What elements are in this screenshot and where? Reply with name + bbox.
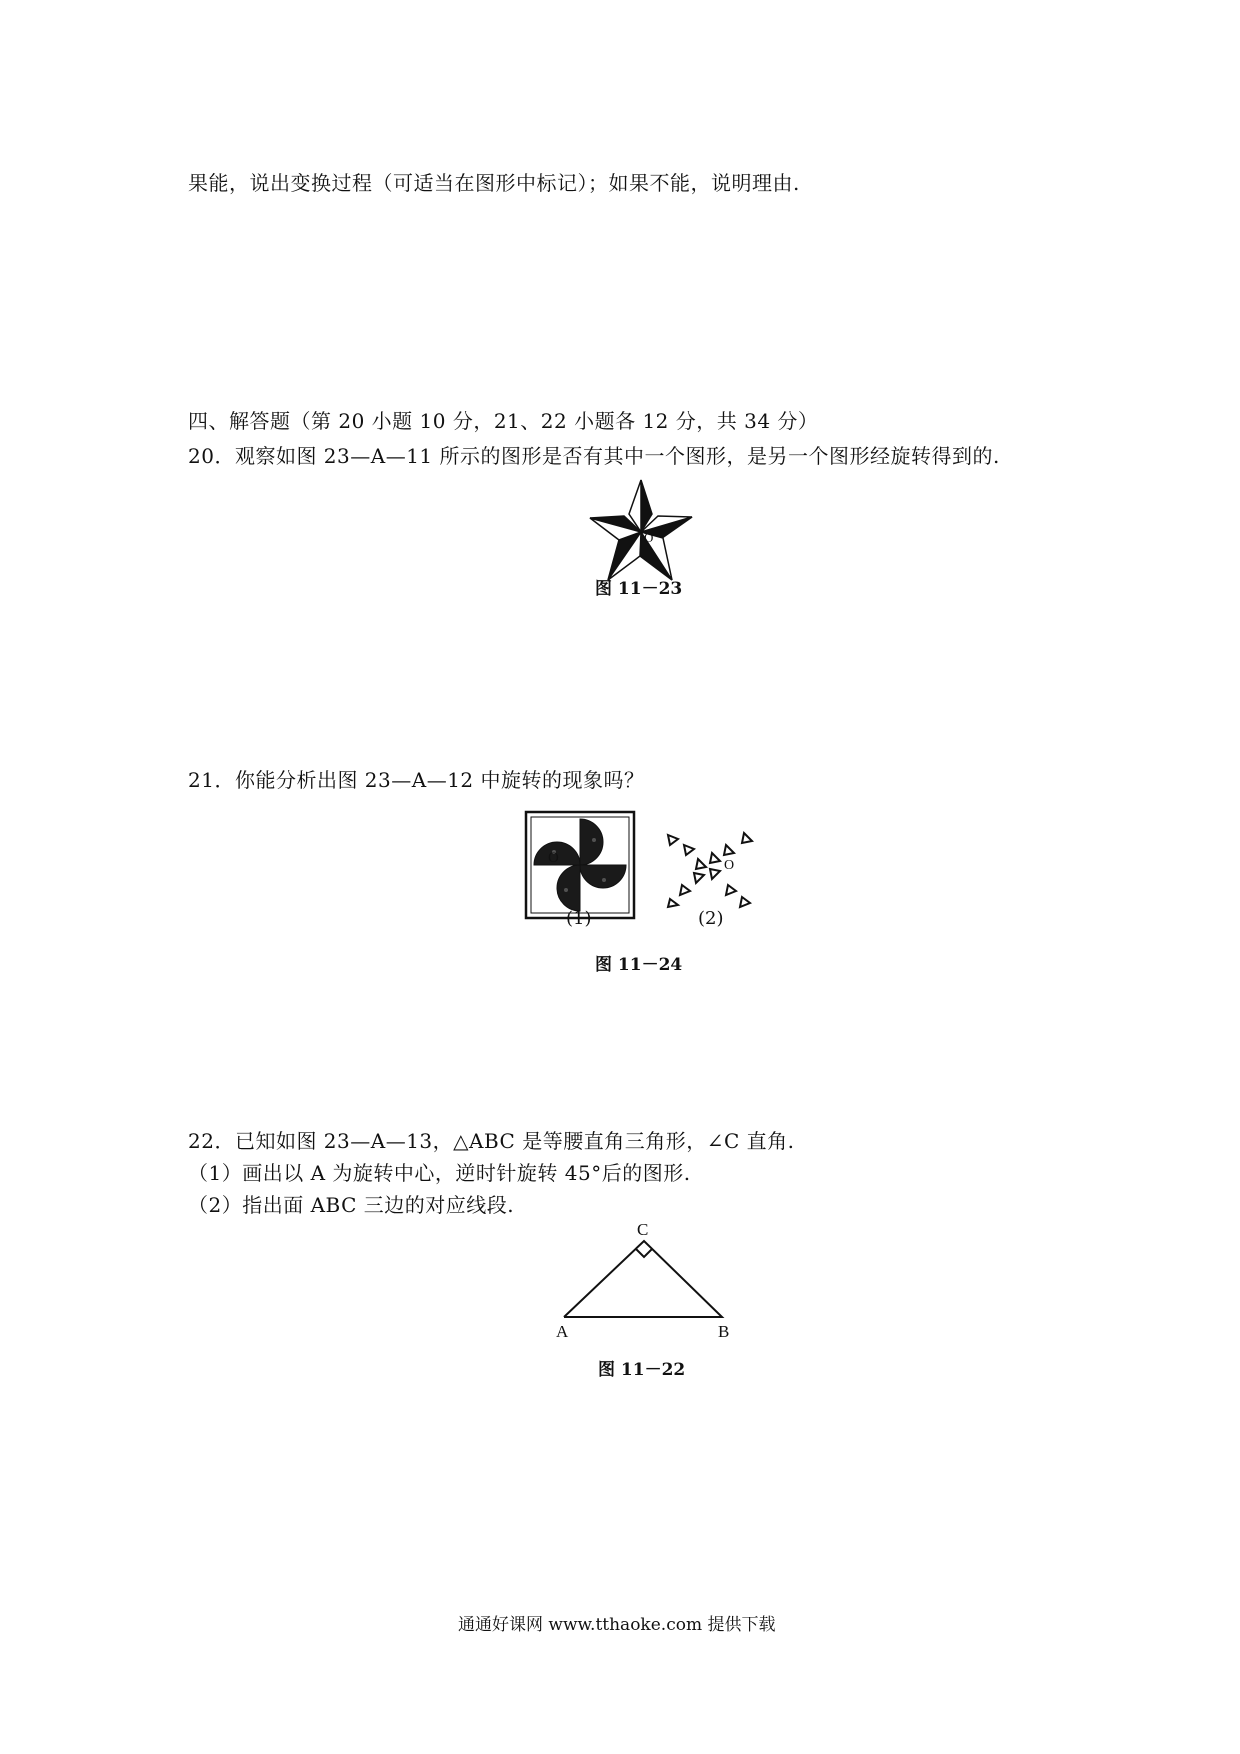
- triangles-center-label: O: [724, 858, 735, 873]
- question-21: 21．你能分析出图 23—A—12 中旋转的现象吗？: [188, 768, 645, 792]
- star-center-label: O: [644, 530, 654, 545]
- section-header: 四、解答题（第 20 小题 10 分，21、22 小题各 12 分，共 34 分）: [188, 409, 819, 433]
- question-22-part-1: （1）画出以 A 为旋转中心，逆时针旋转 45°后的图形.: [188, 1161, 691, 1185]
- star-svg: [582, 472, 700, 590]
- figure-caption-11-22: 图 11－22: [598, 1360, 686, 1380]
- pinwheel-svg: [524, 810, 636, 920]
- vertex-c-label: C: [637, 1220, 649, 1239]
- star-outer-points: [590, 480, 692, 580]
- triangle-svg: [550, 1215, 740, 1345]
- figure-caption-11-23: 图 11－23: [595, 579, 683, 599]
- vertex-a-label: A: [556, 1322, 569, 1341]
- pinwheel-label: (1): [566, 908, 592, 929]
- continuation-text: 果能，说出变换过程（可适当在图形中标记）；如果不能，说明理由.: [188, 171, 800, 195]
- triangles-label: (2): [698, 908, 724, 929]
- question-22: 22．已知如图 23—A—13，△ABC 是等腰直角三角形，∠C 直角.: [188, 1129, 795, 1153]
- question-22-part-2: （2）指出面 ABC 三边的对应线段.: [188, 1193, 515, 1217]
- figure-caption-11-24: 图 11－24: [595, 955, 683, 975]
- question-20: 20．观察如图 23—A—11 所示的图形是否有其中一个图形，是另一个图形经旋转得到的.: [188, 444, 1000, 468]
- vertex-b-label: B: [718, 1322, 730, 1341]
- triangle-figure: [550, 1215, 740, 1349]
- triangles-svg: [660, 825, 760, 921]
- footer-download-note: 通通好课网 www.tthaoke.com 提供下载: [458, 1615, 776, 1635]
- pinwheel-figure: [524, 810, 636, 924]
- pinwheel-center-label: O: [548, 850, 559, 866]
